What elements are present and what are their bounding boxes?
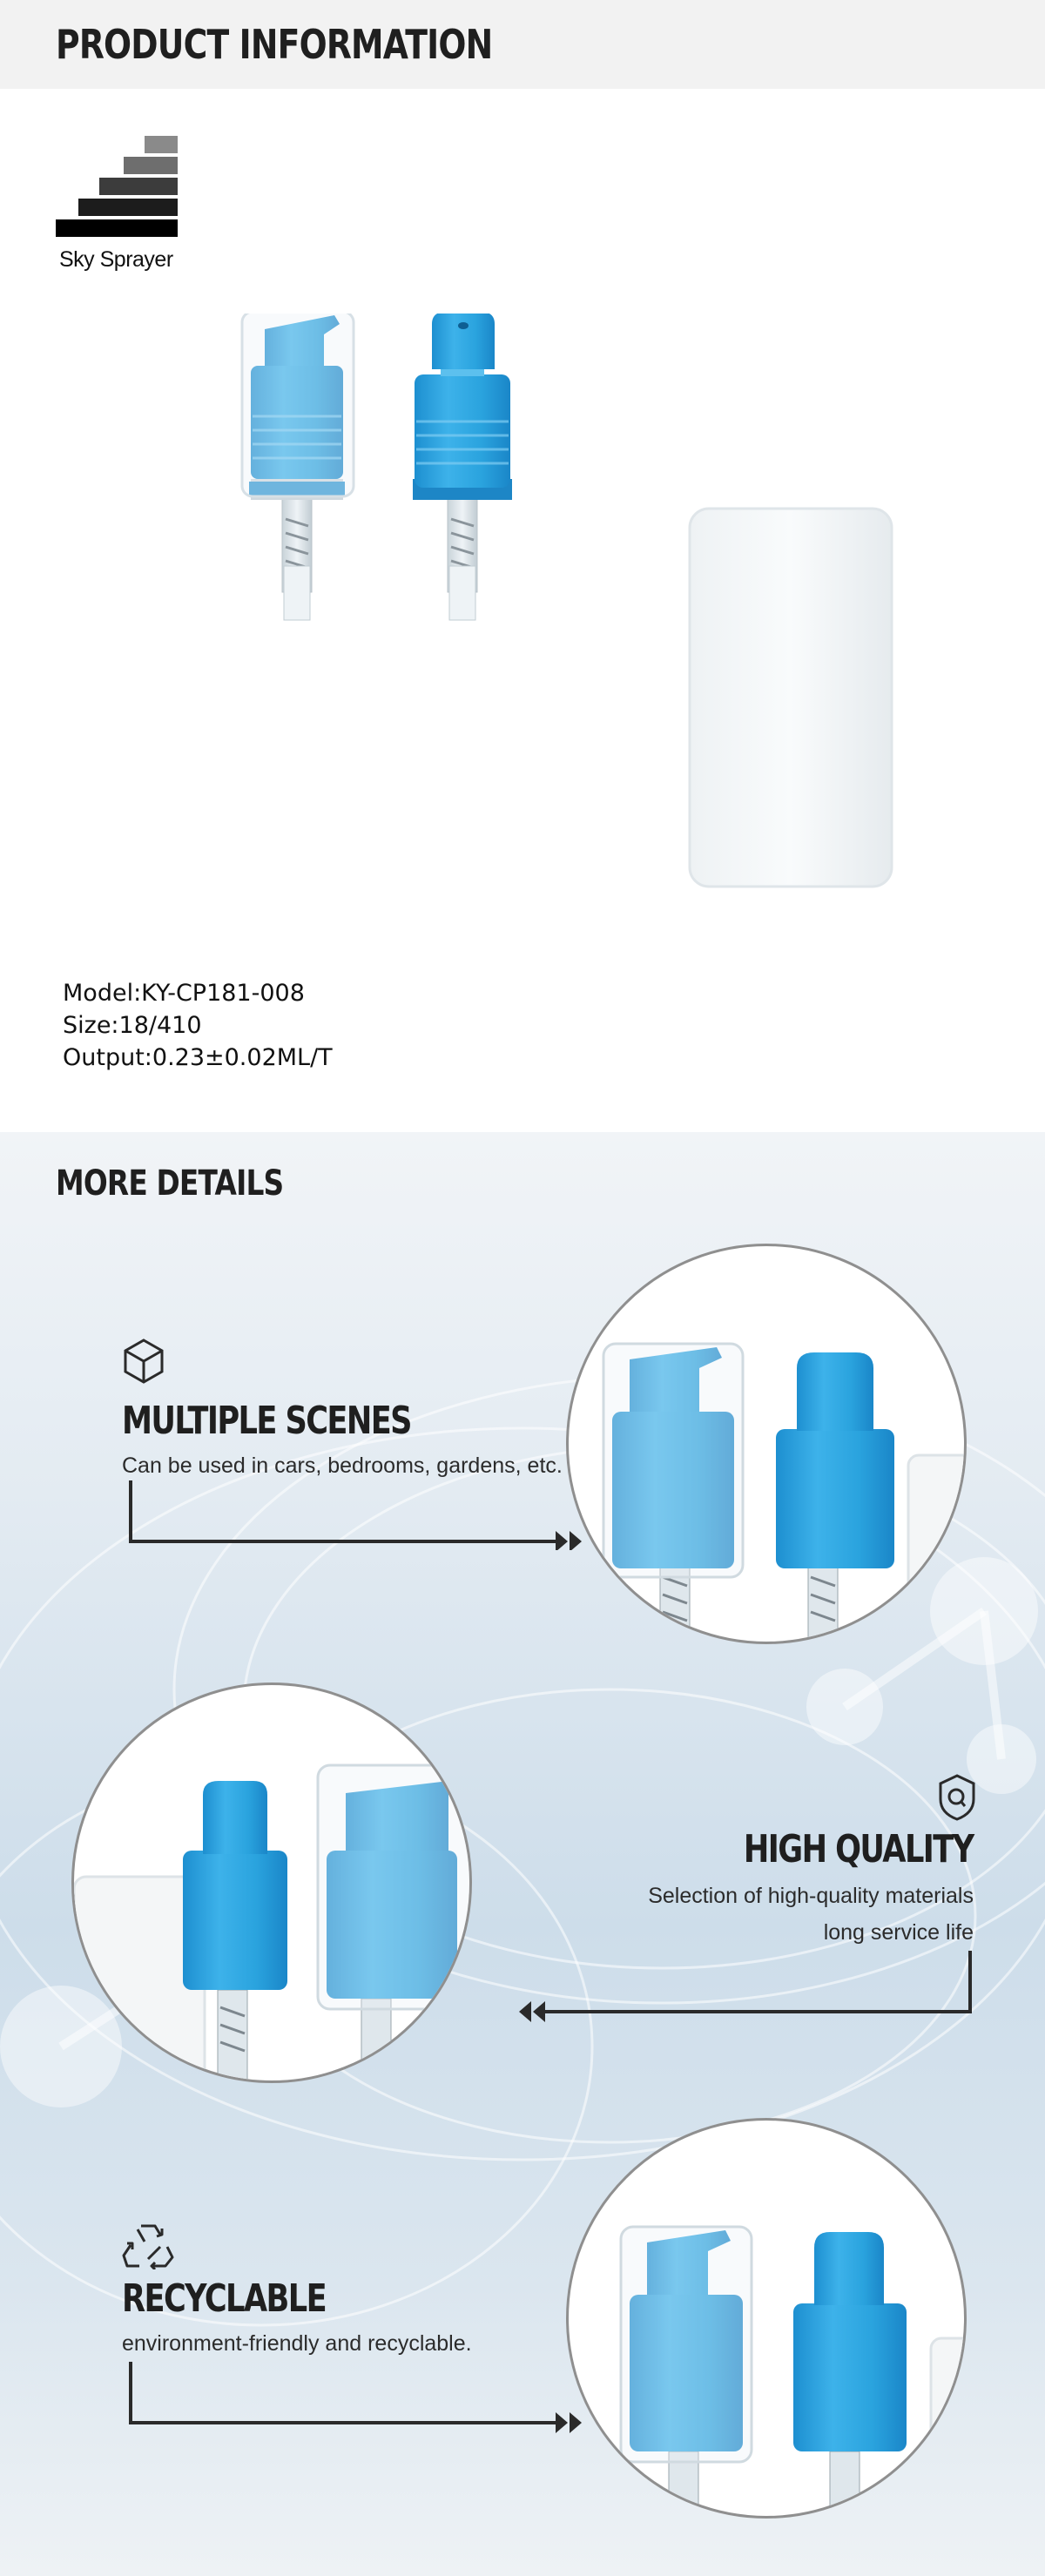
- pump-uncapped: [413, 314, 512, 620]
- more-details-heading: MORE DETAILS: [56, 1163, 284, 1204]
- feature-title-multiple-scenes: MULTIPLE SCENES: [122, 1399, 411, 1443]
- product-specs: [63, 977, 333, 1074]
- cube-icon: [122, 1338, 165, 1385]
- feature-text-high-quality-1: Selection of high-quality materials: [648, 1884, 974, 1908]
- brand-name: Sky Sprayer: [59, 247, 173, 272]
- detail-circle-2: [71, 1682, 472, 2083]
- pump-with-cap: [242, 314, 354, 620]
- logo-bar-5: [56, 219, 178, 237]
- feature-title-high-quality: HIGH QUALITY: [744, 1827, 974, 1871]
- feature-title-recyclable: RECYCLABLE: [122, 2276, 327, 2321]
- clear-cap: [690, 509, 892, 887]
- logo-bar-2: [124, 157, 178, 174]
- spec-output: Output:0.23±0.02ML/T: [63, 1044, 333, 1071]
- product-information-header: [0, 0, 1045, 89]
- arrow-right-connector: [122, 1480, 592, 1550]
- detail-circle-3: [566, 2118, 967, 2519]
- section-heading: PRODUCT INFORMATION: [56, 21, 493, 68]
- product-image: [226, 314, 923, 906]
- feature-text-high-quality-2: long service life: [823, 1920, 974, 1945]
- arrow-right-connector-2: [122, 2362, 592, 2435]
- logo-bar-1: [145, 136, 178, 153]
- arrow-left-connector: [509, 1951, 979, 2029]
- logo-bar-4: [78, 199, 178, 216]
- spec-model: Model:KY-CP181-008: [63, 980, 305, 1007]
- feature-text-recyclable: environment-friendly and recyclable.: [122, 2331, 472, 2356]
- shield-icon: [937, 1773, 977, 1822]
- detail-circle-1: [566, 1244, 967, 1644]
- recycle-icon: [122, 2221, 174, 2269]
- logo-bar-3: [99, 178, 178, 195]
- spec-size: Size:18/410: [63, 1012, 202, 1039]
- feature-text-multiple-scenes: Can be used in cars, bedrooms, gardens, etc.: [122, 1453, 563, 1478]
